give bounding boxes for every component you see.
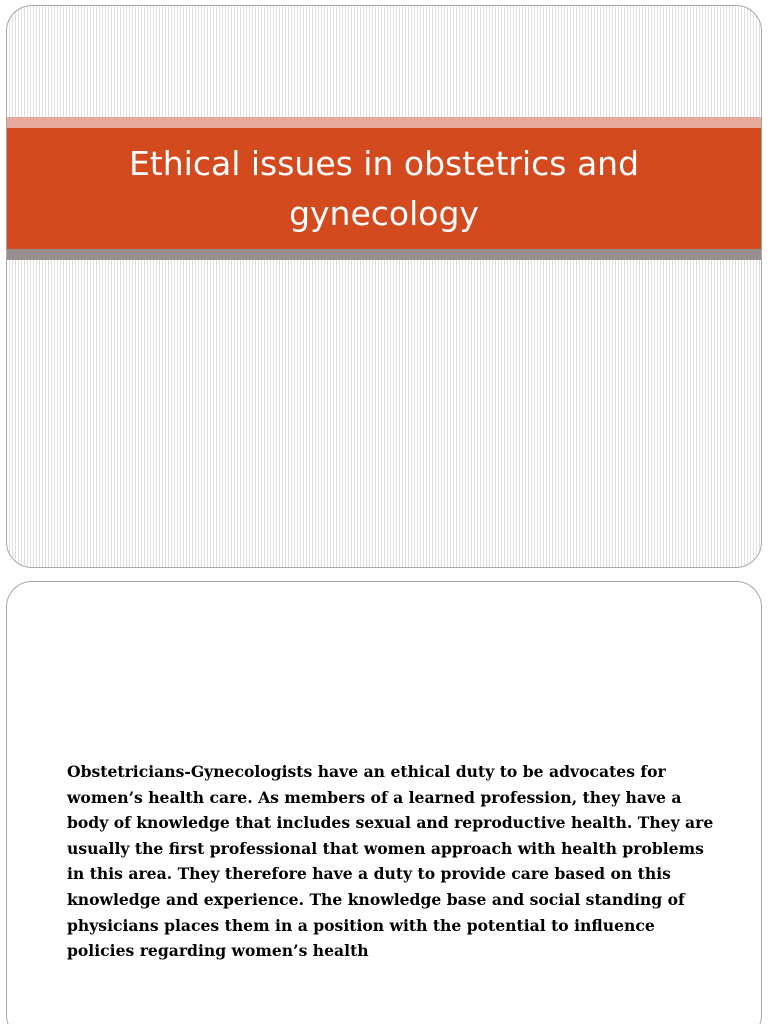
body-line: policies regarding women’s health (67, 941, 369, 961)
body-line: knowledge and experience. The knowledge base and social standing of (67, 889, 685, 909)
body-line: Obstetricians-Gynecologists have an ethical duty to be advocates for (67, 762, 666, 781)
body-line: body of knowledge that includes sexual and reproductive health. They are (67, 813, 714, 833)
body-line: physicians places them in a position with the potential to influence (67, 915, 655, 935)
body-line: in this area. They therefore have a duty to provide care based on this (67, 864, 671, 884)
title-band-bottom-stripe (7, 249, 761, 260)
title-slide (6, 5, 762, 568)
title-band-top-stripe (7, 117, 761, 128)
slide-title: Ethical issues in obstetrics and gynecology (128, 143, 640, 233)
body-line: usually the first professional that women approach with health problems (67, 838, 704, 858)
content-slide (6, 581, 762, 1024)
body-line: women’s health care. As members of a learned profession, they have a (67, 787, 682, 807)
title-band (7, 128, 761, 249)
body-paragraph (67, 759, 747, 964)
